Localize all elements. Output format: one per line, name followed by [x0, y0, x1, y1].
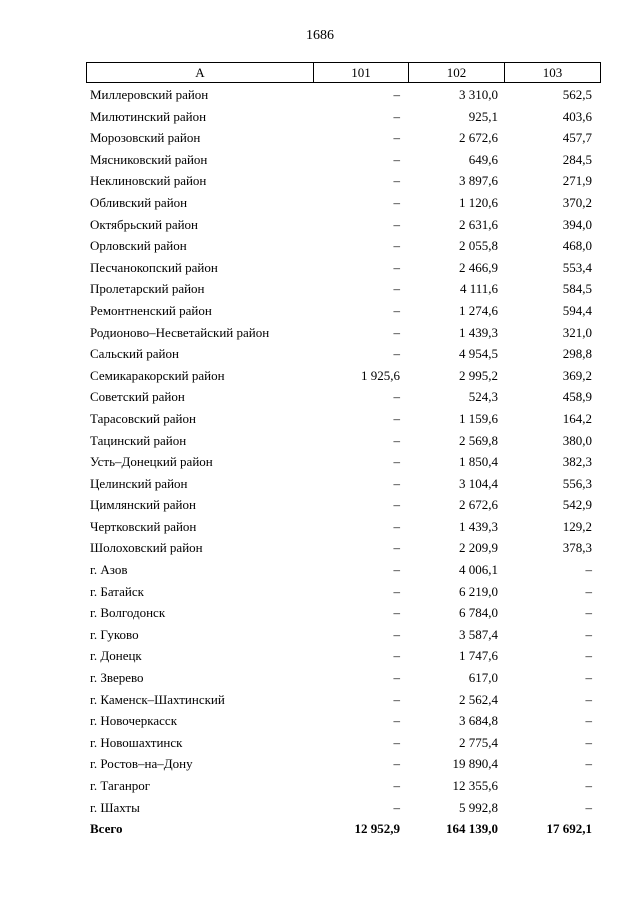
cell-101: –	[393, 648, 400, 664]
table-row	[86, 84, 601, 106]
cell-101: 1 925,6	[361, 367, 400, 383]
table-row	[86, 473, 601, 495]
cell-102: 3 587,4	[459, 626, 498, 642]
cell-101: –	[393, 778, 400, 793]
cell-103: –	[585, 626, 592, 642]
cell-101: –	[393, 670, 400, 686]
header-col-101: 101	[314, 63, 409, 82]
cell-103: 370,2	[562, 194, 592, 210]
table-row	[86, 257, 601, 279]
cell-101: –	[393, 454, 400, 470]
cell-101: –	[393, 518, 400, 534]
row-name: г. Таганрог	[90, 778, 151, 793]
cell-101: –	[393, 173, 400, 189]
table-row	[86, 365, 601, 387]
cell-103: –	[585, 691, 592, 707]
cell-103: –	[585, 799, 592, 815]
header-col-102: 102	[409, 63, 505, 82]
cell-102: 649,6	[468, 151, 498, 167]
cell-102: 3 104,4	[459, 475, 498, 491]
cell-102: 925,1	[468, 108, 498, 124]
table-row	[86, 494, 601, 516]
cell-102: 524,3	[468, 389, 498, 405]
cell-103: 553,4	[562, 259, 592, 275]
cell-102: 5 992,8	[459, 799, 498, 815]
table-row	[86, 537, 601, 559]
row-name: Октябрьский район	[90, 216, 198, 232]
cell-103: 403,6	[562, 108, 592, 124]
table-row	[86, 732, 601, 754]
cell-101: –	[393, 259, 400, 275]
cell-102: 19 890,4	[452, 756, 498, 772]
cell-103: 556,3	[562, 475, 592, 491]
cell-102: 6 219,0	[459, 583, 498, 599]
cell-102: 1 850,4	[459, 454, 498, 470]
row-name: г. Волгодонск	[90, 605, 166, 621]
cell-103: –	[585, 734, 592, 750]
cell-101: –	[393, 216, 400, 232]
total-103: 17 692,1	[546, 821, 592, 837]
cell-102: 4 006,1	[459, 562, 498, 578]
table-body	[86, 84, 601, 818]
cell-101: –	[393, 389, 400, 405]
table-row	[86, 192, 601, 214]
table-row	[86, 516, 601, 538]
cell-101: –	[393, 108, 400, 124]
cell-101: –	[393, 691, 400, 707]
table-row	[86, 559, 601, 581]
row-name: Родионово–Несветайский район	[90, 324, 270, 340]
cell-102: 3 310,0	[459, 87, 498, 102]
cell-103: –	[585, 583, 592, 599]
cell-103: 394,0	[562, 216, 592, 232]
cell-101: –	[393, 562, 400, 578]
row-name: Обливский район	[90, 194, 188, 210]
cell-102: 2 631,6	[459, 216, 498, 232]
table-row	[86, 451, 601, 473]
cell-101: –	[393, 238, 400, 254]
row-name: г. Зверево	[90, 670, 144, 686]
total-label: Всего	[90, 821, 123, 837]
cell-102: 2 209,9	[459, 540, 498, 556]
table-row	[86, 602, 601, 624]
cell-103: 382,3	[562, 454, 592, 470]
header-col-a: А	[87, 63, 314, 82]
table-row	[86, 322, 601, 344]
cell-102: 4 954,5	[459, 346, 498, 362]
cell-101: –	[393, 540, 400, 556]
row-name: г. Новошахтинск	[90, 734, 183, 750]
row-name: Чертковский район	[90, 518, 197, 534]
cell-103: 378,3	[562, 540, 592, 556]
cell-101: –	[393, 432, 400, 448]
cell-103: 457,7	[562, 130, 592, 146]
table-row	[86, 753, 601, 775]
row-name: Цимлянский район	[90, 497, 196, 513]
table-row	[86, 624, 601, 646]
cell-102: 2 995,2	[459, 367, 498, 383]
cell-101: –	[393, 87, 400, 102]
row-name: Мясниковский район	[90, 151, 208, 167]
cell-101: –	[393, 346, 400, 362]
cell-103: 584,5	[562, 281, 592, 297]
cell-102: 2 562,4	[459, 691, 498, 707]
row-name: г. Гуково	[90, 626, 139, 642]
cell-101: –	[393, 475, 400, 491]
row-name: г. Новочеркасск	[90, 713, 178, 729]
table-row	[86, 127, 601, 149]
row-name: г. Донецк	[90, 648, 142, 664]
cell-103: 542,9	[562, 497, 592, 513]
cell-102: 4 111,6	[459, 281, 498, 297]
table-row	[86, 386, 601, 408]
row-name: Милютинский район	[90, 108, 207, 124]
cell-103: –	[585, 713, 592, 729]
table-row	[86, 667, 601, 689]
table-row	[86, 343, 601, 365]
cell-101: –	[393, 756, 400, 772]
table-row	[86, 581, 601, 603]
cell-102: 617,0	[468, 670, 498, 686]
cell-103: 271,9	[562, 173, 592, 189]
table-row	[86, 645, 601, 667]
cell-101: –	[393, 713, 400, 729]
cell-101: –	[393, 410, 400, 426]
cell-102: 6 784,0	[459, 605, 498, 621]
row-name: г. Ростов–на–Дону	[90, 756, 193, 772]
cell-102: 2 672,6	[459, 130, 498, 146]
cell-101: –	[393, 605, 400, 621]
cell-101: –	[393, 626, 400, 642]
cell-102: 2 775,4	[459, 734, 498, 750]
cell-103: 594,4	[562, 302, 592, 318]
table-row	[86, 214, 601, 236]
cell-102: 1 439,3	[459, 324, 498, 340]
row-name: Неклиновский район	[90, 173, 207, 189]
cell-102: 1 274,6	[459, 302, 498, 318]
cell-103: 164,2	[562, 410, 592, 426]
cell-101: –	[393, 799, 400, 815]
table-row	[86, 408, 601, 430]
row-name: Ремонтненский район	[90, 302, 212, 318]
table-row	[86, 300, 601, 322]
cell-103: –	[585, 756, 592, 772]
cell-102: 2 672,6	[459, 497, 498, 513]
row-name: Песчанокопский район	[90, 259, 218, 275]
cell-101: –	[393, 497, 400, 513]
cell-101: –	[393, 302, 400, 318]
cell-102: 3 684,8	[459, 713, 498, 729]
cell-103: 562,5	[562, 87, 592, 102]
cell-102: 1 159,6	[459, 410, 498, 426]
table-row-total	[86, 818, 601, 840]
row-name: Пролетарский район	[90, 281, 205, 297]
cell-103: –	[585, 605, 592, 621]
cell-102: 2 569,8	[459, 432, 498, 448]
row-name: Целинский район	[90, 475, 188, 491]
table-row	[86, 278, 601, 300]
row-name: Советский район	[90, 389, 185, 405]
row-name: Морозовский район	[90, 130, 201, 146]
total-102: 164 139,0	[446, 821, 498, 837]
row-name: г. Азов	[90, 562, 128, 578]
cell-101: –	[393, 194, 400, 210]
row-name: г. Батайск	[90, 583, 144, 599]
row-name: Шолоховский район	[90, 540, 203, 556]
row-name: Семикаракорский район	[90, 367, 225, 383]
table-row	[86, 689, 601, 711]
cell-103: 369,2	[562, 367, 592, 383]
table-header	[86, 62, 601, 83]
data-table	[86, 62, 601, 840]
table-row	[86, 430, 601, 452]
row-name: Тацинский район	[90, 432, 187, 448]
cell-101: –	[393, 734, 400, 750]
row-name: Миллеровский район	[90, 87, 209, 102]
row-name: Усть–Донецкий район	[90, 454, 213, 470]
cell-101: –	[393, 324, 400, 340]
cell-103: 284,5	[562, 151, 592, 167]
cell-103: –	[585, 670, 592, 686]
cell-102: 1 747,6	[459, 648, 498, 664]
table-row	[86, 106, 601, 128]
cell-103: –	[585, 778, 592, 793]
table-row	[86, 170, 601, 192]
cell-101: –	[393, 583, 400, 599]
cell-103: 321,0	[562, 324, 592, 340]
table-row	[86, 149, 601, 171]
cell-101: –	[393, 130, 400, 146]
cell-101: –	[393, 281, 400, 297]
total-101: 12 952,9	[354, 821, 400, 837]
header-col-103: 103	[542, 65, 563, 80]
cell-103: 380,0	[562, 432, 592, 448]
cell-103: 298,8	[562, 346, 592, 362]
table-row	[86, 775, 601, 797]
cell-102: 3 897,6	[459, 173, 498, 189]
page-number: 1686	[306, 28, 334, 43]
table-row	[86, 710, 601, 732]
cell-102: 2 055,8	[459, 238, 498, 254]
cell-102: 1 439,3	[459, 518, 498, 534]
cell-102: 1 120,6	[459, 194, 498, 210]
row-name: Тарасовский район	[90, 410, 196, 426]
cell-103: 468,0	[562, 238, 592, 254]
row-name: Орловский район	[90, 238, 187, 254]
cell-103: –	[585, 562, 592, 578]
row-name: г. Каменск–Шахтинский	[90, 691, 225, 707]
cell-101: –	[393, 151, 400, 167]
cell-103: 129,2	[562, 518, 592, 534]
table-row	[86, 797, 601, 819]
cell-102: 2 466,9	[459, 259, 498, 275]
table-row	[86, 235, 601, 257]
cell-103: 458,9	[562, 389, 592, 405]
row-name: Сальский район	[90, 346, 179, 362]
cell-103: –	[585, 648, 592, 664]
cell-102: 12 355,6	[452, 778, 498, 793]
row-name: г. Шахты	[90, 799, 140, 815]
